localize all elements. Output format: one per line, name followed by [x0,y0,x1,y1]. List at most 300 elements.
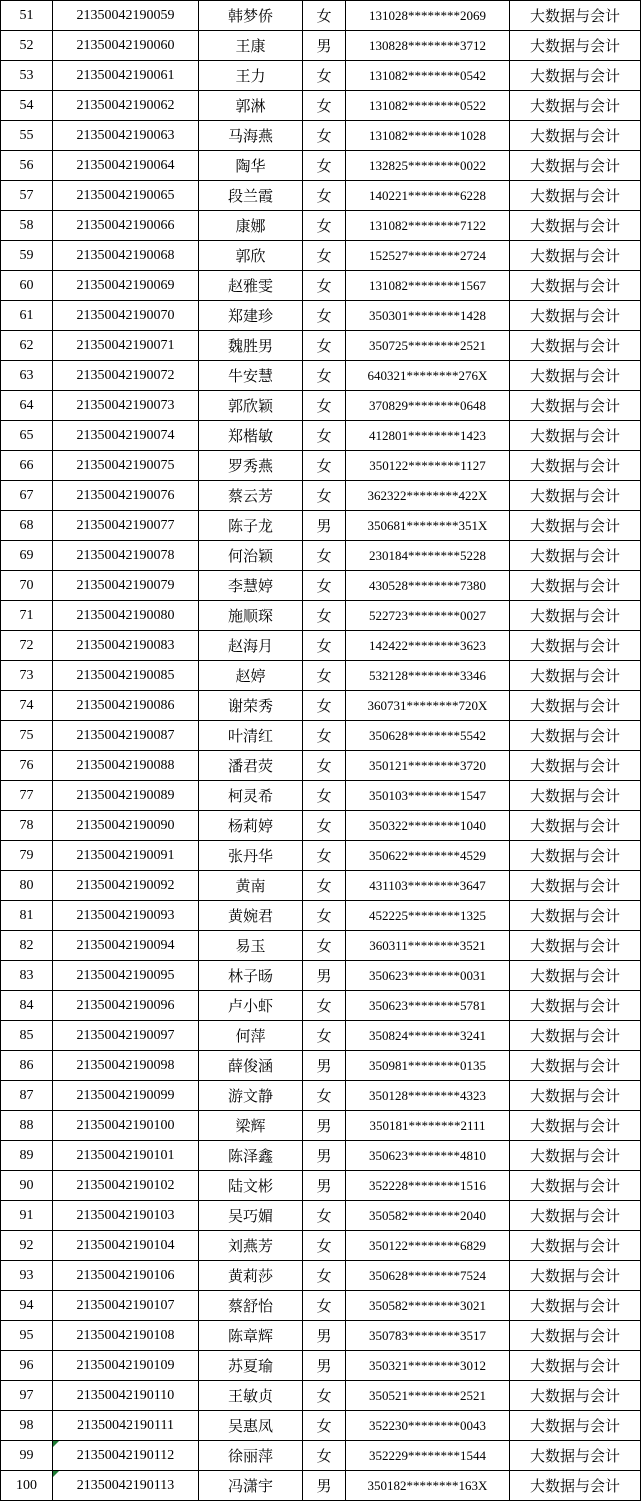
student-id-cell: 21350042190062 [53,91,199,121]
student-name-cell: 罗秀燕 [199,451,303,481]
student-id-cell: 21350042190068 [53,241,199,271]
major-cell: 大数据与会计 [510,301,641,331]
id-card-cell: 350623********0031 [346,961,510,991]
student-name-cell: 赵雅雯 [199,271,303,301]
id-card-cell: 350122********1127 [346,451,510,481]
major-cell: 大数据与会计 [510,1231,641,1261]
gender-cell: 女 [303,211,346,241]
row-number-cell: 96 [1,1351,53,1381]
id-card-cell: 350182********163X [346,1471,510,1501]
major-cell: 大数据与会计 [510,871,641,901]
gender-cell: 女 [303,751,346,781]
gender-cell: 女 [303,991,346,1021]
student-id-cell: 21350042190110 [53,1381,199,1411]
row-number-cell: 51 [1,1,53,31]
table-row [1,271,641,301]
student-id-cell: 21350042190066 [53,211,199,241]
student-id-cell: 21350042190085 [53,661,199,691]
gender-cell: 女 [303,1381,346,1411]
student-id-cell: 21350042190095 [53,961,199,991]
row-number-cell: 89 [1,1141,53,1171]
row-number-cell: 86 [1,1051,53,1081]
row-number-cell: 85 [1,1021,53,1051]
student-id-cell: 21350042190072 [53,361,199,391]
id-card-cell: 131028********2069 [346,1,510,31]
gender-cell: 男 [303,1051,346,1081]
gender-cell: 男 [303,511,346,541]
major-cell: 大数据与会计 [510,211,641,241]
student-name-cell: 卢小虾 [199,991,303,1021]
id-card-cell: 370829********0648 [346,391,510,421]
gender-cell: 男 [303,1351,346,1381]
student-id-cell: 21350042190061 [53,61,199,91]
student-id-cell: 21350042190107 [53,1291,199,1321]
student-name-cell: 林子旸 [199,961,303,991]
gender-cell: 男 [303,31,346,61]
table-row [1,901,641,931]
major-cell: 大数据与会计 [510,481,641,511]
id-card-cell: 350301********1428 [346,301,510,331]
major-cell: 大数据与会计 [510,391,641,421]
student-id-cell: 21350042190071 [53,331,199,361]
student-name-cell: 赵婷 [199,661,303,691]
student-name-cell: 赵海月 [199,631,303,661]
id-card-cell: 352228********1516 [346,1171,510,1201]
student-name-cell: 游文静 [199,1081,303,1111]
major-cell: 大数据与会计 [510,901,641,931]
student-name-cell: 陆文彬 [199,1171,303,1201]
gender-cell: 女 [303,871,346,901]
id-card-cell: 350824********3241 [346,1021,510,1051]
student-name-cell: 何萍 [199,1021,303,1051]
student-id-cell: 21350042190109 [53,1351,199,1381]
row-number-cell: 75 [1,721,53,751]
major-cell: 大数据与会计 [510,541,641,571]
row-number-cell: 58 [1,211,53,241]
id-card-cell: 430528********7380 [346,571,510,601]
gender-cell: 女 [303,841,346,871]
gender-cell: 男 [303,1471,346,1501]
table-row [1,601,641,631]
table-row [1,1201,641,1231]
id-card-cell: 350623********4810 [346,1141,510,1171]
student-id-cell: 21350042190073 [53,391,199,421]
gender-cell: 女 [303,151,346,181]
gender-cell: 女 [303,601,346,631]
table-row [1,1291,641,1321]
row-number-cell: 98 [1,1411,53,1441]
table-row [1,781,641,811]
student-id-cell: 21350042190070 [53,301,199,331]
student-name-cell: 潘君荧 [199,751,303,781]
table-row [1,991,641,1021]
student-name-cell: 谢荣秀 [199,691,303,721]
table-row [1,31,641,61]
table-row [1,811,641,841]
student-name-cell: 王敏贞 [199,1381,303,1411]
major-cell: 大数据与会计 [510,331,641,361]
table-row [1,931,641,961]
major-cell: 大数据与会计 [510,451,641,481]
row-number-cell: 63 [1,361,53,391]
row-number-cell: 67 [1,481,53,511]
student-name-cell: 黄莉莎 [199,1261,303,1291]
student-id-cell: 21350042190064 [53,151,199,181]
student-id-cell: 21350042190101 [53,1141,199,1171]
major-cell: 大数据与会计 [510,1471,641,1501]
major-cell: 大数据与会计 [510,811,641,841]
row-number-cell: 81 [1,901,53,931]
row-number-cell: 68 [1,511,53,541]
table-row [1,391,641,421]
major-cell: 大数据与会计 [510,1081,641,1111]
id-card-cell: 350981********0135 [346,1051,510,1081]
major-cell: 大数据与会计 [510,1111,641,1141]
major-cell: 大数据与会计 [510,1351,641,1381]
table-row [1,1081,641,1111]
gender-cell: 女 [303,421,346,451]
gender-cell: 女 [303,1021,346,1051]
id-card-cell: 352229********1544 [346,1441,510,1471]
student-id-cell: 21350042190086 [53,691,199,721]
gender-cell: 女 [303,691,346,721]
student-name-cell: 杨莉婷 [199,811,303,841]
student-name-cell: 陈章辉 [199,1321,303,1351]
row-number-cell: 84 [1,991,53,1021]
student-name-cell: 康娜 [199,211,303,241]
table-row [1,961,641,991]
table-row [1,61,641,91]
table-row [1,631,641,661]
student-name-cell: 郭欣 [199,241,303,271]
id-card-cell: 350521********2521 [346,1381,510,1411]
table-row [1,301,641,331]
student-name-cell: 柯灵希 [199,781,303,811]
major-cell: 大数据与会计 [510,931,641,961]
id-card-cell: 350623********5781 [346,991,510,1021]
id-card-cell: 131082********1028 [346,121,510,151]
id-card-cell: 142422********3623 [346,631,510,661]
roster-body [1,1,641,1501]
student-name-cell: 黄婉君 [199,901,303,931]
gender-cell: 女 [303,721,346,751]
table-row [1,481,641,511]
table-row [1,1411,641,1441]
student-id-cell: 21350042190076 [53,481,199,511]
gender-cell: 女 [303,1261,346,1291]
student-name-cell: 徐丽萍 [199,1441,303,1471]
major-cell: 大数据与会计 [510,841,641,871]
row-number-cell: 55 [1,121,53,151]
student-id-cell: 21350042190099 [53,1081,199,1111]
id-card-cell: 452225********1325 [346,901,510,931]
id-card-cell: 350181********2111 [346,1111,510,1141]
student-id-cell: 21350042190113 [53,1471,199,1501]
student-name-cell: 陈泽鑫 [199,1141,303,1171]
table-row [1,121,641,151]
gender-cell: 女 [303,931,346,961]
row-number-cell: 88 [1,1111,53,1141]
student-id-cell: 21350042190106 [53,1261,199,1291]
major-cell: 大数据与会计 [510,1261,641,1291]
table-row [1,1381,641,1411]
row-number-cell: 78 [1,811,53,841]
student-id-cell: 21350042190104 [53,1231,199,1261]
id-card-cell: 350121********3720 [346,751,510,781]
id-card-cell: 360731********720X [346,691,510,721]
id-card-cell: 350628********5542 [346,721,510,751]
student-name-cell: 张丹华 [199,841,303,871]
table-row [1,451,641,481]
student-name-cell: 王康 [199,31,303,61]
id-card-cell: 412801********1423 [346,421,510,451]
table-row [1,421,641,451]
gender-cell: 女 [303,331,346,361]
row-number-cell: 97 [1,1381,53,1411]
id-card-cell: 352230********0043 [346,1411,510,1441]
student-name-cell: 蔡云芳 [199,481,303,511]
major-cell: 大数据与会计 [510,181,641,211]
major-cell: 大数据与会计 [510,661,641,691]
gender-cell: 女 [303,1081,346,1111]
row-number-cell: 73 [1,661,53,691]
major-cell: 大数据与会计 [510,1021,641,1051]
id-card-cell: 152527********2724 [346,241,510,271]
row-number-cell: 87 [1,1081,53,1111]
gender-cell: 女 [303,241,346,271]
id-card-cell: 350582********3021 [346,1291,510,1321]
table-row [1,1471,641,1501]
gender-cell: 男 [303,1111,346,1141]
table-row [1,361,641,391]
table-row [1,181,641,211]
gender-cell: 女 [303,301,346,331]
student-id-cell: 21350042190091 [53,841,199,871]
student-name-cell: 王力 [199,61,303,91]
table-row [1,91,641,121]
row-number-cell: 79 [1,841,53,871]
major-cell: 大数据与会计 [510,721,641,751]
gender-cell: 男 [303,961,346,991]
row-number-cell: 77 [1,781,53,811]
student-name-cell: 易玉 [199,931,303,961]
major-cell: 大数据与会计 [510,601,641,631]
table-row [1,241,641,271]
gender-cell: 女 [303,811,346,841]
gender-cell: 女 [303,481,346,511]
table-row [1,871,641,901]
row-number-cell: 70 [1,571,53,601]
gender-cell: 女 [303,1201,346,1231]
major-cell: 大数据与会计 [510,31,641,61]
id-card-cell: 131082********7122 [346,211,510,241]
table-row [1,211,641,241]
student-name-cell: 苏夏瑜 [199,1351,303,1381]
table-row [1,511,641,541]
gender-cell: 女 [303,181,346,211]
student-name-cell: 李慧婷 [199,571,303,601]
table-row [1,571,641,601]
row-number-cell: 80 [1,871,53,901]
student-id-cell: 21350042190060 [53,31,199,61]
student-id-cell: 21350042190090 [53,811,199,841]
student-name-cell: 梁辉 [199,1111,303,1141]
major-cell: 大数据与会计 [510,1051,641,1081]
student-name-cell: 黄南 [199,871,303,901]
id-card-cell: 130828********3712 [346,31,510,61]
table-row [1,1051,641,1081]
table-row [1,721,641,751]
id-card-cell: 350321********3012 [346,1351,510,1381]
gender-cell: 女 [303,361,346,391]
id-card-cell: 230184********5228 [346,541,510,571]
student-name-cell: 郭欣颖 [199,391,303,421]
major-cell: 大数据与会计 [510,991,641,1021]
row-number-cell: 59 [1,241,53,271]
major-cell: 大数据与会计 [510,1321,641,1351]
student-id-cell: 21350042190083 [53,631,199,661]
row-number-cell: 95 [1,1321,53,1351]
student-name-cell: 刘燕芳 [199,1231,303,1261]
student-id-cell: 21350042190059 [53,1,199,31]
major-cell: 大数据与会计 [510,421,641,451]
major-cell: 大数据与会计 [510,571,641,601]
table-row [1,751,641,781]
student-id-cell: 21350042190074 [53,421,199,451]
gender-cell: 女 [303,451,346,481]
row-number-cell: 83 [1,961,53,991]
row-number-cell: 62 [1,331,53,361]
student-name-cell: 吴巧媚 [199,1201,303,1231]
id-card-cell: 362322********422X [346,481,510,511]
id-card-cell: 350582********2040 [346,1201,510,1231]
id-card-cell: 132825********0022 [346,151,510,181]
row-number-cell: 66 [1,451,53,481]
student-name-cell: 马海燕 [199,121,303,151]
major-cell: 大数据与会计 [510,751,641,781]
gender-cell: 男 [303,1321,346,1351]
id-card-cell: 350322********1040 [346,811,510,841]
table-row [1,331,641,361]
table-row [1,1231,641,1261]
id-card-cell: 532128********3346 [346,661,510,691]
student-id-cell: 21350042190087 [53,721,199,751]
student-id-cell: 21350042190108 [53,1321,199,1351]
id-card-cell: 431103********3647 [346,871,510,901]
table-row [1,1141,641,1171]
id-card-cell: 350622********4529 [346,841,510,871]
row-number-cell: 64 [1,391,53,421]
gender-cell: 女 [303,61,346,91]
gender-cell: 女 [303,571,346,601]
table-row [1,661,641,691]
table-row [1,1441,641,1471]
row-number-cell: 94 [1,1291,53,1321]
table-row [1,1,641,31]
student-id-cell: 21350042190103 [53,1201,199,1231]
row-number-cell: 54 [1,91,53,121]
row-number-cell: 91 [1,1201,53,1231]
student-name-cell: 施顺琛 [199,601,303,631]
id-card-cell: 131082********0542 [346,61,510,91]
row-number-cell: 53 [1,61,53,91]
major-cell: 大数据与会计 [510,121,641,151]
row-number-cell: 100 [1,1471,53,1501]
gender-cell: 女 [303,1411,346,1441]
student-id-cell: 21350042190069 [53,271,199,301]
gender-cell: 女 [303,901,346,931]
student-id-cell: 21350042190092 [53,871,199,901]
row-number-cell: 74 [1,691,53,721]
gender-cell: 男 [303,1141,346,1171]
table-row [1,1021,641,1051]
row-number-cell: 57 [1,181,53,211]
row-number-cell: 76 [1,751,53,781]
major-cell: 大数据与会计 [510,151,641,181]
gender-cell: 女 [303,271,346,301]
id-card-cell: 350122********6829 [346,1231,510,1261]
id-card-cell: 350681********351X [346,511,510,541]
major-cell: 大数据与会计 [510,631,641,661]
id-card-cell: 350783********3517 [346,1321,510,1351]
table-row [1,151,641,181]
id-card-cell: 350103********1547 [346,781,510,811]
row-number-cell: 93 [1,1261,53,1291]
student-id-cell: 21350042190100 [53,1111,199,1141]
major-cell: 大数据与会计 [510,1171,641,1201]
table-row [1,1351,641,1381]
major-cell: 大数据与会计 [510,241,641,271]
major-cell: 大数据与会计 [510,511,641,541]
gender-cell: 女 [303,631,346,661]
table-row [1,691,641,721]
student-name-cell: 魏胜男 [199,331,303,361]
major-cell: 大数据与会计 [510,1381,641,1411]
student-id-cell: 21350042190094 [53,931,199,961]
student-name-cell: 牛安慧 [199,361,303,391]
student-id-cell: 21350042190080 [53,601,199,631]
student-name-cell: 蔡舒怡 [199,1291,303,1321]
major-cell: 大数据与会计 [510,1441,641,1471]
student-name-cell: 郑楷敏 [199,421,303,451]
row-number-cell: 71 [1,601,53,631]
row-number-cell: 82 [1,931,53,961]
student-id-cell: 21350042190079 [53,571,199,601]
gender-cell: 女 [303,91,346,121]
table-row [1,1111,641,1141]
gender-cell: 女 [303,541,346,571]
row-number-cell: 69 [1,541,53,571]
major-cell: 大数据与会计 [510,1,641,31]
id-card-cell: 522723********0027 [346,601,510,631]
gender-cell: 男 [303,1171,346,1201]
gender-cell: 女 [303,1231,346,1261]
id-card-cell: 131082********0522 [346,91,510,121]
student-id-cell: 21350042190098 [53,1051,199,1081]
major-cell: 大数据与会计 [510,961,641,991]
major-cell: 大数据与会计 [510,781,641,811]
student-name-cell: 吴惠凤 [199,1411,303,1441]
gender-cell: 女 [303,1441,346,1471]
id-card-cell: 350725********2521 [346,331,510,361]
student-name-cell: 郑建珍 [199,301,303,331]
table-row [1,841,641,871]
student-name-cell: 段兰霞 [199,181,303,211]
id-card-cell: 360311********3521 [346,931,510,961]
student-id-cell: 21350042190096 [53,991,199,1021]
student-id-cell: 21350042190093 [53,901,199,931]
table-row [1,1261,641,1291]
